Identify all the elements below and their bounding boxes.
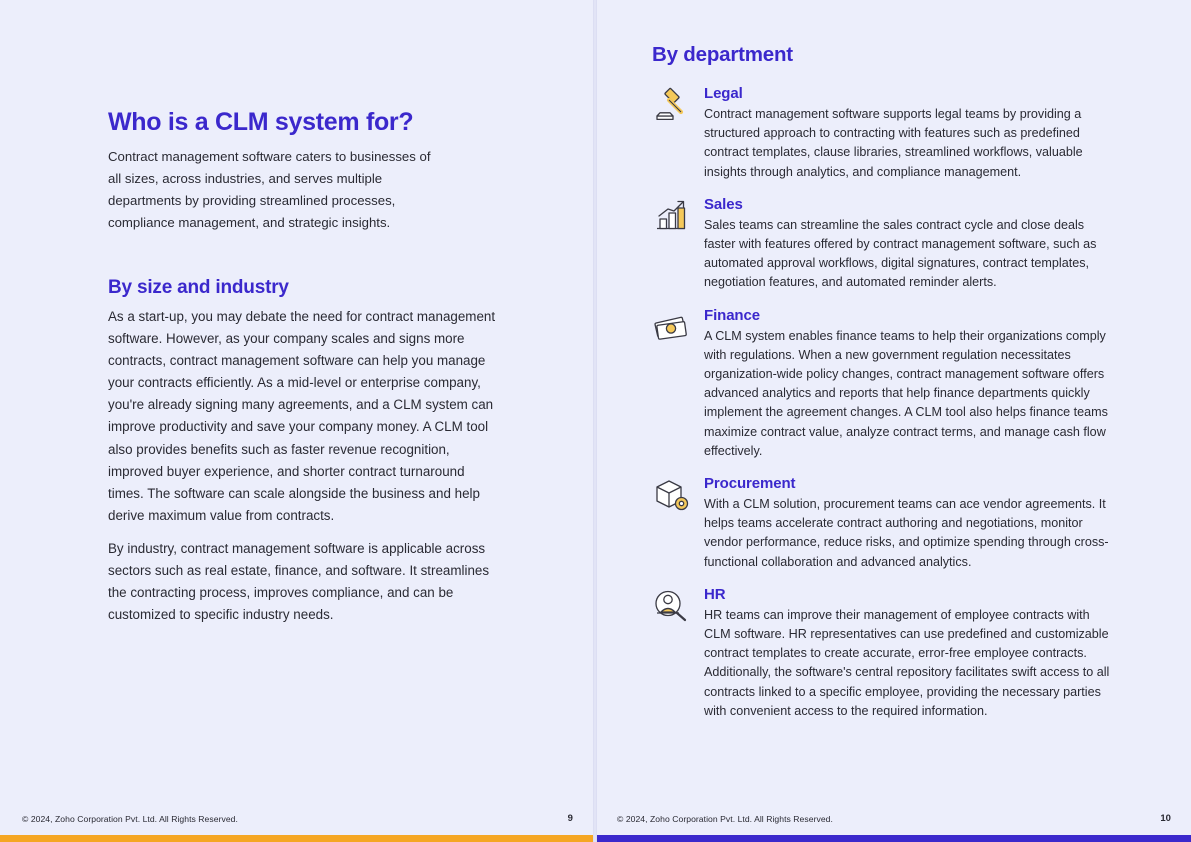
department-title: Sales: [704, 195, 743, 213]
department-list: [649, 85, 1129, 735]
page-left: [0, 0, 595, 842]
footer-page-number-right: 10: [1160, 813, 1171, 824]
department-text-procurement: [695, 475, 1119, 572]
box-gear-icon: [649, 475, 695, 517]
department-item-sales: [649, 196, 1129, 293]
page-divider: [593, 0, 597, 842]
department-text-legal: [695, 85, 1119, 182]
footer-copyright-left: © 2024, Zoho Corporation Pvt. Ltd. All Rights Reserved.: [22, 814, 238, 824]
banknotes-coin-icon: [649, 307, 695, 349]
department-title: HR: [704, 585, 726, 603]
bottom-bar-right: [595, 835, 1191, 842]
department-text-hr: [695, 586, 1119, 721]
bottom-bar-left: [0, 835, 595, 842]
footer-page-number-left: 9: [567, 813, 573, 824]
department-title: Legal: [704, 85, 743, 102]
body-paragraph-2: By industry, contract management software is applicable across sectors such as real estate, finance, and software. It streamlines the contracting process, improves compliance, and can be customized to specific industry needs.: [108, 541, 490, 623]
department-item-legal: [649, 85, 1129, 182]
page-right: [595, 0, 1191, 842]
section-heading-by-department: By department: [652, 43, 793, 66]
page-title: Who is a CLM system for?: [108, 108, 414, 136]
bar-chart-growth-icon: [649, 196, 695, 238]
department-description: With a CLM solution, procurement teams can ace vendor agreements. It helps teams accelerate contract authoring and negotiations, monitor vendor performance, reduce risks, and optimize spending through cross-functional collaboration and advanced analytics.: [704, 497, 1109, 569]
department-text-finance: [695, 307, 1119, 461]
department-item-finance: [649, 307, 1129, 461]
department-description: Sales teams can streamline the sales contract cycle and close deals faster with features offered by contract management software, such as automated approval workflows, digital signatures, contract templates, negotiation features, and automated reminder alerts.: [704, 217, 1097, 290]
department-text-sales: [695, 196, 1119, 293]
department-item-procurement: [649, 475, 1129, 572]
gavel-icon: [649, 85, 695, 127]
department-description: Contract management software supports legal teams by providing a structured approach to contracting with features such as predefined contract templates, clause libraries, streamlined workflows, valuable insights through analytics, and compliance management.: [704, 107, 1083, 179]
department-item-hr: [649, 586, 1129, 721]
section-heading-size-industry: By size and industry: [108, 277, 289, 298]
intro-paragraph: Contract management software caters to businesses of all sizes, across industries, and serves multiple departments by providing streamlined processes, compliance management, and strategic insights.: [108, 149, 431, 230]
footer-copyright-right: © 2024, Zoho Corporation Pvt. Ltd. All Rights Reserved.: [617, 814, 833, 824]
person-magnifier-icon: [649, 586, 695, 628]
department-description: HR teams can improve their management of employee contracts with CLM software. HR representatives can use predefined and customizable contract templates to create accurate, error-free employee contracts. Additionally, the software's central repository facilitates swift access to all contracts linked to a specific employee, providing the necessary parties with convenient access to the required information.: [704, 607, 1110, 718]
department-description: A CLM system enables finance teams to help their organizations comply with regulations. When a new government regulation necessitates organization-wide policy changes, contract management software offers advanced analytics and reports that help finance departments quickly implement the agreement changes. A CLM tool also helps finance teams maximize contract value, analyze contract terms, and manage cash flow effectively.: [704, 328, 1108, 458]
department-title: Finance: [704, 306, 760, 324]
department-title: Procurement: [704, 475, 796, 493]
body-paragraph-1: As a start-up, you may debate the need for contract management software. However, as your company scales and signs more contracts, contract management software can help you manage your contracts efficiently. As a mid-level or enterprise company, you're already signing many agreements, and a CLM system can improve productivity and save your company money. A CLM tool also provides benefits such as faster revenue recognition, improved buyer experience, and shorter contract turnaround times. The software can scale alongside the business and help derive maximum value from contracts.: [108, 309, 496, 523]
